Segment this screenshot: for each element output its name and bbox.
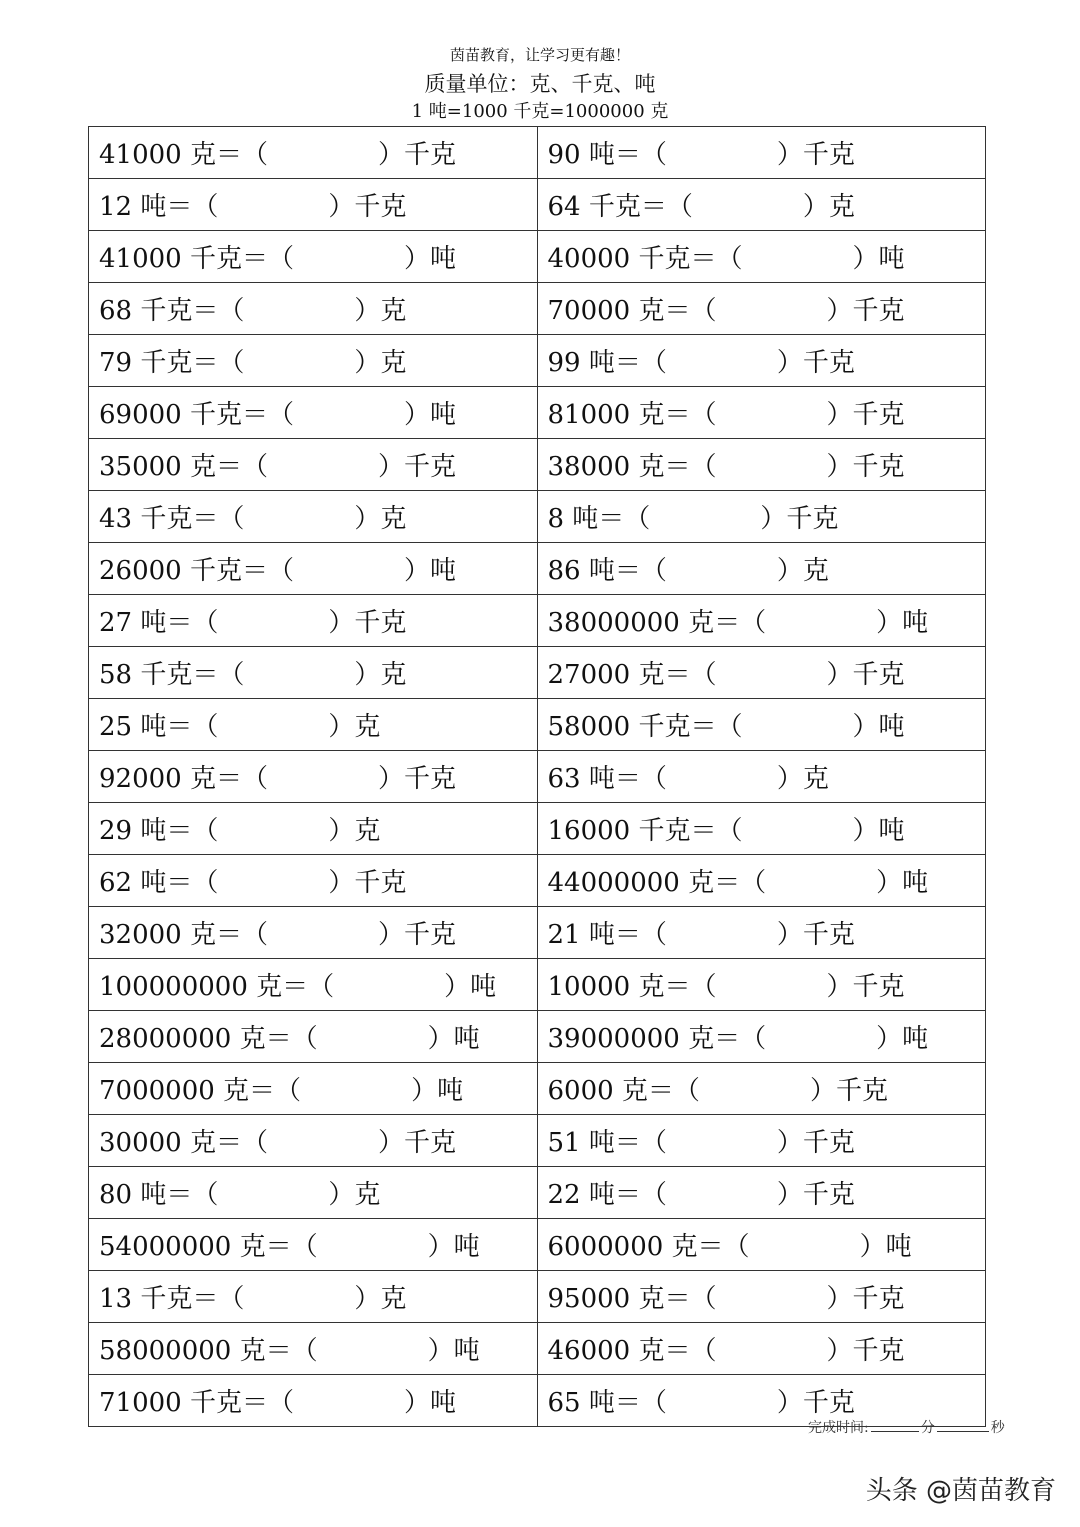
- exercise-unit: ）吨: [427, 1232, 480, 1262]
- table-row: [89, 387, 986, 439]
- table-row: [89, 1271, 986, 1323]
- exercise-cell: [537, 1115, 986, 1167]
- exercise-cell: [537, 1219, 986, 1271]
- table-row: [89, 1011, 986, 1063]
- exercise-question: 64 千克＝（: [547, 192, 693, 222]
- table-row: [89, 595, 986, 647]
- exercise-unit: ）吨: [876, 868, 929, 898]
- exercise-question: 58 千克＝（: [99, 660, 245, 690]
- exercise-question: 79 千克＝（: [99, 348, 245, 378]
- exercise-cell: [537, 127, 986, 179]
- exercise-unit: ）千克: [776, 1128, 855, 1158]
- exercise-unit: ）千克: [328, 868, 407, 898]
- exercise-cell: [89, 231, 538, 283]
- exercise-question: 62 吨＝（: [99, 868, 219, 898]
- exercise-question: 81000 克＝（: [547, 400, 717, 430]
- exercise-question: 69000 千克＝（: [99, 400, 294, 430]
- exercise-unit: ）吨: [859, 1232, 912, 1262]
- exercise-cell: [537, 855, 986, 907]
- exercise-cell: [89, 1219, 538, 1271]
- exercise-cell: [89, 179, 538, 231]
- table-row: [89, 491, 986, 543]
- table-row: [89, 335, 986, 387]
- exercise-cell: [89, 907, 538, 959]
- exercise-cell: [89, 335, 538, 387]
- exercise-question: 26000 千克＝（: [99, 556, 294, 586]
- page-title: 质量单位：克、千克、吨: [424, 72, 656, 96]
- exercise-cell: [537, 387, 986, 439]
- exercise-unit: ）吨: [876, 608, 929, 638]
- exercise-unit: ）千克: [826, 400, 905, 430]
- exercise-cell: [89, 699, 538, 751]
- exercise-question: 39000000 克＝（: [547, 1024, 767, 1054]
- brand-slogan: 茵苗教育，让学习更有趣！: [449, 46, 630, 64]
- seconds-unit: 秒: [990, 1420, 1005, 1436]
- exercise-unit: ）千克: [328, 608, 407, 638]
- exercise-cell: [537, 959, 986, 1011]
- exercise-unit: ）千克: [328, 192, 407, 222]
- exercise-question: 46000 克＝（: [547, 1336, 717, 1366]
- exercise-cell: [89, 283, 538, 335]
- exercise-question: 92000 克＝（: [99, 764, 268, 794]
- exercise-unit: ）吨: [876, 1024, 929, 1054]
- exercise-question: 90 吨＝（: [547, 140, 667, 170]
- minutes-blank[interactable]: [871, 1419, 919, 1432]
- exercise-cell: [89, 751, 538, 803]
- exercise-question: 70000 克＝（: [547, 296, 717, 326]
- exercise-question: 21 吨＝（: [547, 920, 667, 950]
- exercise-unit: ）吨: [444, 972, 497, 1002]
- exercise-unit: ）千克: [776, 1388, 855, 1418]
- table-row: [89, 543, 986, 595]
- exercise-cell: [537, 751, 986, 803]
- exercise-question: 51 吨＝（: [547, 1128, 667, 1158]
- table-row: [89, 647, 986, 699]
- exercise-cell: [537, 1063, 986, 1115]
- exercise-cell: [89, 595, 538, 647]
- exercise-table-body: [89, 127, 986, 1427]
- exercise-question: 100000000 克＝（: [99, 972, 335, 1002]
- exercise-question: 28000000 克＝（: [99, 1024, 318, 1054]
- exercise-question: 27 吨＝（: [99, 608, 219, 638]
- exercise-cell: [537, 647, 986, 699]
- exercise-question: 38000 克＝（: [547, 452, 717, 482]
- exercise-cell: [89, 1375, 538, 1427]
- seconds-blank[interactable]: [937, 1419, 989, 1432]
- exercise-question: 35000 克＝（: [99, 452, 268, 482]
- exercise-question: 38000000 克＝（: [547, 608, 767, 638]
- exercise-question: 16000 千克＝（: [547, 816, 743, 846]
- exercise-unit: ）克: [328, 712, 381, 742]
- exercise-cell: [537, 803, 986, 855]
- exercise-unit: ）克: [328, 1180, 381, 1210]
- exercise-question: 80 吨＝（: [99, 1180, 219, 1210]
- table-row: [89, 699, 986, 751]
- table-row: [89, 803, 986, 855]
- completion-time-label: 完成时间:: [808, 1420, 869, 1436]
- exercise-cell: [89, 127, 538, 179]
- exercise-cell: [537, 907, 986, 959]
- exercise-cell: [537, 699, 986, 751]
- table-row: [89, 907, 986, 959]
- table-row: [89, 1063, 986, 1115]
- exercise-question: 44000000 克＝（: [547, 868, 767, 898]
- exercise-unit: ）吨: [403, 400, 456, 430]
- exercise-question: 12 吨＝（: [99, 192, 219, 222]
- exercise-question: 40000 千克＝（: [547, 244, 743, 274]
- exercise-unit: ）克: [776, 556, 829, 586]
- exercise-cell: [537, 1323, 986, 1375]
- watermark: 头条 @茵苗教育: [865, 1476, 1056, 1506]
- exercise-cell: [537, 1167, 986, 1219]
- exercise-cell: [537, 491, 986, 543]
- exercise-cell: [89, 1011, 538, 1063]
- exercise-cell: [89, 439, 538, 491]
- exercise-table: [88, 126, 986, 1427]
- exercise-unit: ）千克: [377, 764, 456, 794]
- table-row: [89, 959, 986, 1011]
- exercise-cell: [537, 1011, 986, 1063]
- exercise-cell: [89, 855, 538, 907]
- exercise-question: 7000000 克＝（: [99, 1076, 302, 1106]
- exercise-question: 8 吨＝（: [547, 504, 651, 534]
- exercise-question: 41000 克＝（: [99, 140, 268, 170]
- exercise-cell: [537, 543, 986, 595]
- exercise-question: 10000 克＝（: [547, 972, 717, 1002]
- exercise-unit: ）克: [776, 764, 829, 794]
- exercise-unit: ）千克: [776, 1180, 855, 1210]
- exercise-question: 13 千克＝（: [99, 1284, 245, 1314]
- table-row: [89, 283, 986, 335]
- exercise-unit: ）吨: [403, 556, 456, 586]
- exercise-unit: ）吨: [403, 244, 456, 274]
- exercise-unit: ）千克: [377, 920, 456, 950]
- exercise-cell: [89, 803, 538, 855]
- table-row: [89, 179, 986, 231]
- exercise-unit: ）克: [354, 348, 407, 378]
- exercise-unit: ）千克: [776, 920, 855, 950]
- exercise-unit: ）千克: [826, 660, 905, 690]
- exercise-unit: ）克: [328, 816, 381, 846]
- exercise-unit: ）千克: [377, 140, 456, 170]
- exercise-unit: ）吨: [852, 712, 905, 742]
- exercise-cell: [537, 595, 986, 647]
- exercise-question: 99 吨＝（: [547, 348, 667, 378]
- exercise-unit: ）千克: [377, 1128, 456, 1158]
- table-row: [89, 127, 986, 179]
- exercise-question: 58000000 克＝（: [99, 1336, 318, 1366]
- exercise-question: 41000 千克＝（: [99, 244, 294, 274]
- exercise-question: 54000000 克＝（: [99, 1232, 318, 1262]
- exercise-question: 65 吨＝（: [547, 1388, 667, 1418]
- exercise-question: 25 吨＝（: [99, 712, 219, 742]
- exercise-cell: [537, 335, 986, 387]
- exercise-question: 71000 千克＝（: [99, 1388, 294, 1418]
- exercise-cell: [89, 543, 538, 595]
- exercise-cell: [89, 1271, 538, 1323]
- exercise-cell: [89, 1115, 538, 1167]
- exercise-question: 68 千克＝（: [99, 296, 245, 326]
- exercise-unit: ）克: [354, 296, 407, 326]
- exercise-cell: [89, 1063, 538, 1115]
- exercise-unit: ）千克: [776, 140, 855, 170]
- exercise-question: 43 千克＝（: [99, 504, 245, 534]
- exercise-unit: ）千克: [377, 452, 456, 482]
- minutes-unit: 分: [920, 1420, 935, 1436]
- exercise-question: 27000 克＝（: [547, 660, 717, 690]
- exercise-cell: [537, 439, 986, 491]
- exercise-cell: [537, 283, 986, 335]
- exercise-unit: ）克: [354, 1284, 407, 1314]
- conversion-formula: 1 吨=1000 千克=1000000 克: [411, 101, 669, 122]
- table-row: [89, 1167, 986, 1219]
- exercise-question: 86 吨＝（: [547, 556, 667, 586]
- exercise-cell: [89, 1323, 538, 1375]
- exercise-question: 58000 千克＝（: [547, 712, 743, 742]
- exercise-cell: [537, 231, 986, 283]
- exercise-unit: ）千克: [826, 1336, 905, 1366]
- exercise-cell: [89, 387, 538, 439]
- exercise-unit: ）吨: [403, 1388, 456, 1418]
- exercise-question: 6000000 克＝（: [547, 1232, 750, 1262]
- exercise-unit: ）千克: [826, 296, 905, 326]
- exercise-unit: ）千克: [826, 452, 905, 482]
- exercise-question: 22 吨＝（: [547, 1180, 667, 1210]
- exercise-unit: ）吨: [411, 1076, 464, 1106]
- completion-time: [808, 1417, 1005, 1437]
- exercise-unit: ）克: [354, 504, 407, 534]
- table-row: [89, 1323, 986, 1375]
- exercise-unit: ）吨: [427, 1024, 480, 1054]
- exercise-question: 32000 克＝（: [99, 920, 268, 950]
- table-row: [89, 855, 986, 907]
- exercise-unit: ）千克: [809, 1076, 888, 1106]
- exercise-cell: [89, 1167, 538, 1219]
- exercise-cell: [537, 179, 986, 231]
- table-row: [89, 439, 986, 491]
- table-row: [89, 231, 986, 283]
- exercise-unit: ）吨: [427, 1336, 480, 1366]
- exercise-question: 29 吨＝（: [99, 816, 219, 846]
- exercise-unit: ）吨: [852, 816, 905, 846]
- table-row: [89, 1219, 986, 1271]
- exercise-cell: [89, 959, 538, 1011]
- exercise-cell: [89, 491, 538, 543]
- exercise-question: 63 吨＝（: [547, 764, 667, 794]
- exercise-question: 30000 克＝（: [99, 1128, 268, 1158]
- exercise-cell: [89, 647, 538, 699]
- exercise-unit: ）克: [802, 192, 855, 222]
- exercise-unit: ）千克: [760, 504, 839, 534]
- exercise-unit: ）克: [354, 660, 407, 690]
- exercise-question: 6000 克＝（: [547, 1076, 700, 1106]
- exercise-unit: ）千克: [826, 972, 905, 1002]
- exercise-unit: ）千克: [826, 1284, 905, 1314]
- table-row: [89, 1115, 986, 1167]
- exercise-question: 95000 克＝（: [547, 1284, 717, 1314]
- exercise-cell: [537, 1271, 986, 1323]
- exercise-unit: ）千克: [776, 348, 855, 378]
- exercise-unit: ）吨: [852, 244, 905, 274]
- table-row: [89, 751, 986, 803]
